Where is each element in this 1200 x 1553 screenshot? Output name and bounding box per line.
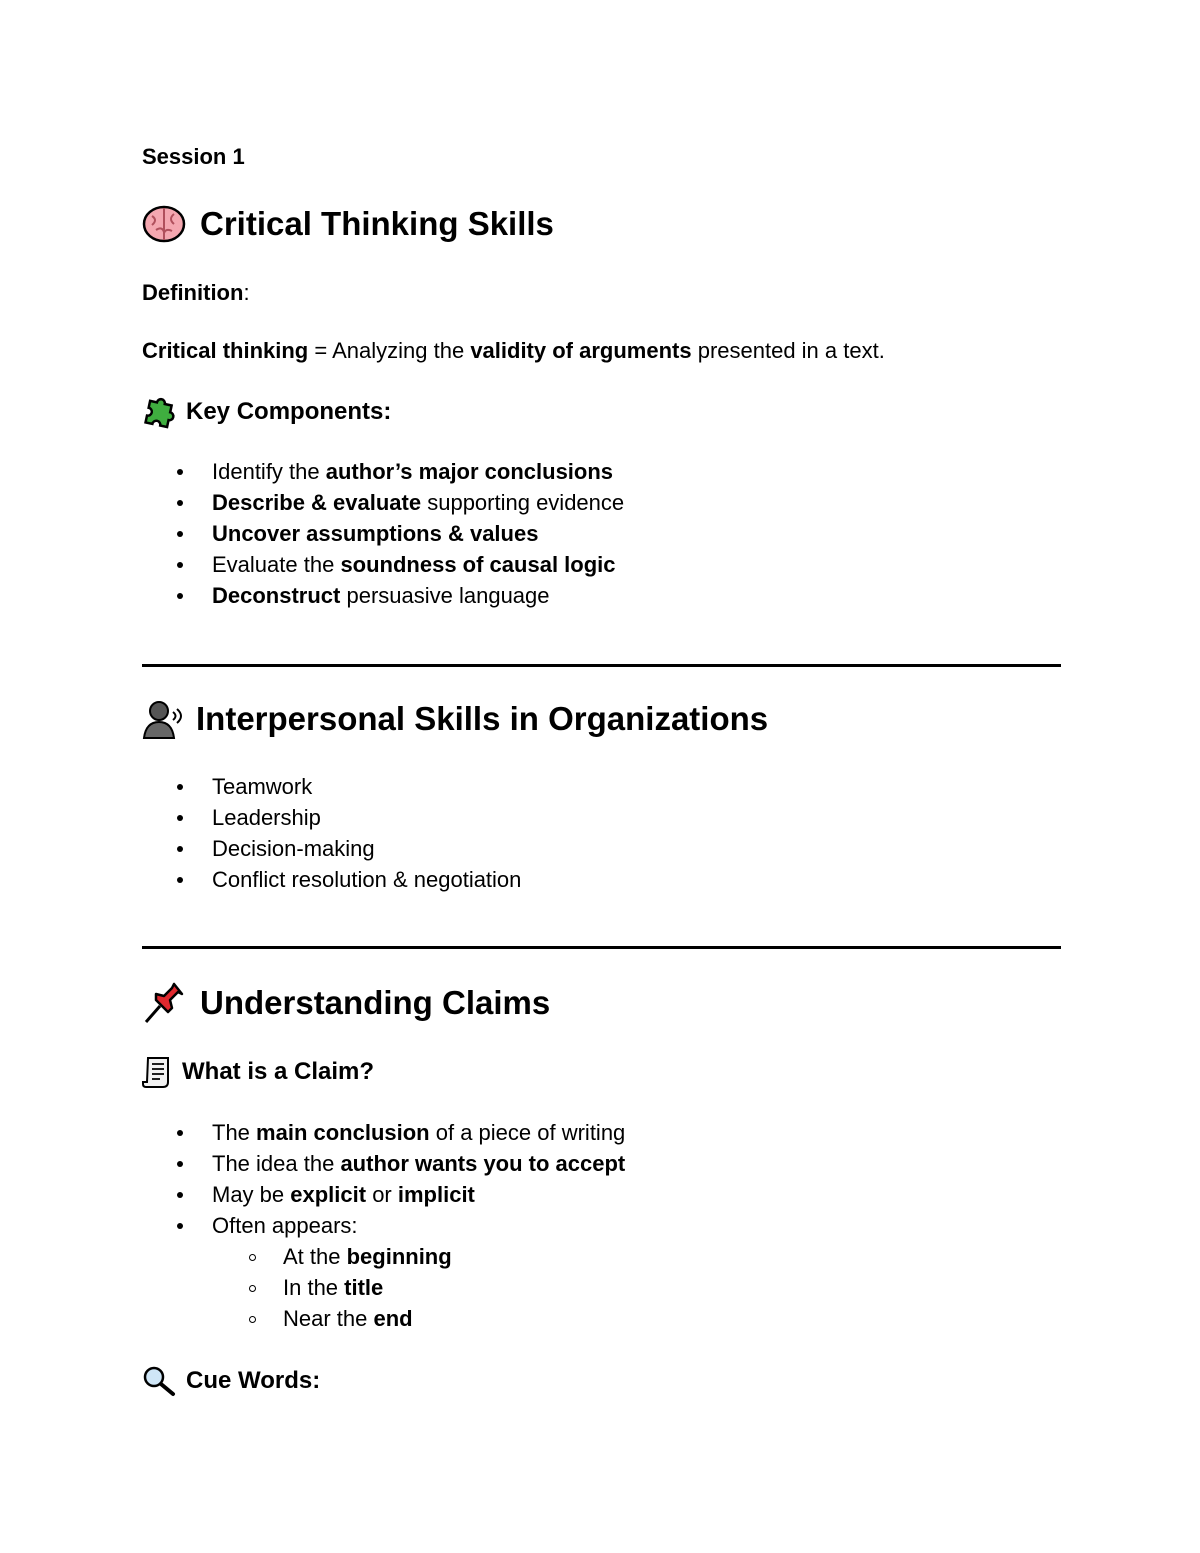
key-components-heading: Key Components: <box>142 395 391 429</box>
section-heading-interpersonal: Interpersonal Skills in Organizations <box>142 698 768 740</box>
definition-text: Critical thinking = Analyzing the validity of arguments presented in a text. <box>142 338 885 363</box>
list-item: Evaluate the soundness of causal logic <box>142 549 624 580</box>
list-item: Often appears: <box>142 1210 625 1241</box>
list-item: Describe & evaluate supporting evidence <box>142 487 624 518</box>
list-item: The idea the author wants you to accept <box>142 1148 625 1179</box>
list-item: Identify the author’s major conclusions <box>142 456 624 487</box>
people-talking-icon <box>142 698 184 740</box>
pushpin-icon <box>142 982 186 1024</box>
sub-list-item: Near the end <box>142 1303 452 1334</box>
claim-appears-sublist <box>142 1241 452 1334</box>
list-item: Leadership <box>142 802 521 833</box>
sub-list-item: At the beginning <box>142 1241 452 1272</box>
list-item: Deconstruct persuasive language <box>142 580 624 611</box>
definition-label: Definition: <box>142 280 250 305</box>
sub-list-item: In the title <box>142 1272 452 1303</box>
heading-text: Critical Thinking Skills <box>200 205 554 242</box>
magnifying-glass-icon <box>142 1365 176 1397</box>
list-item: Teamwork <box>142 771 521 802</box>
list-item: Decision-making <box>142 833 521 864</box>
scroll-icon <box>142 1055 172 1089</box>
section-heading-claims: Understanding Claims <box>142 982 550 1024</box>
session-label: Session 1 <box>142 144 245 169</box>
list-item: May be explicit or implicit <box>142 1179 625 1210</box>
what-is-a-claim-heading: What is a Claim? <box>142 1055 374 1089</box>
claim-list <box>142 1117 625 1241</box>
puzzle-piece-icon <box>142 395 176 429</box>
cue-words-heading: Cue Words: <box>142 1365 320 1397</box>
list-item: Conflict resolution & negotiation <box>142 864 521 895</box>
list-item: Uncover assumptions & values <box>142 518 624 549</box>
key-components-list <box>142 456 624 611</box>
brain-icon <box>142 204 186 244</box>
section-heading-critical-thinking <box>142 204 554 244</box>
section-divider <box>142 946 1061 949</box>
section-divider <box>142 664 1061 667</box>
interpersonal-list <box>142 771 521 895</box>
list-item: The main conclusion of a piece of writing <box>142 1117 625 1148</box>
